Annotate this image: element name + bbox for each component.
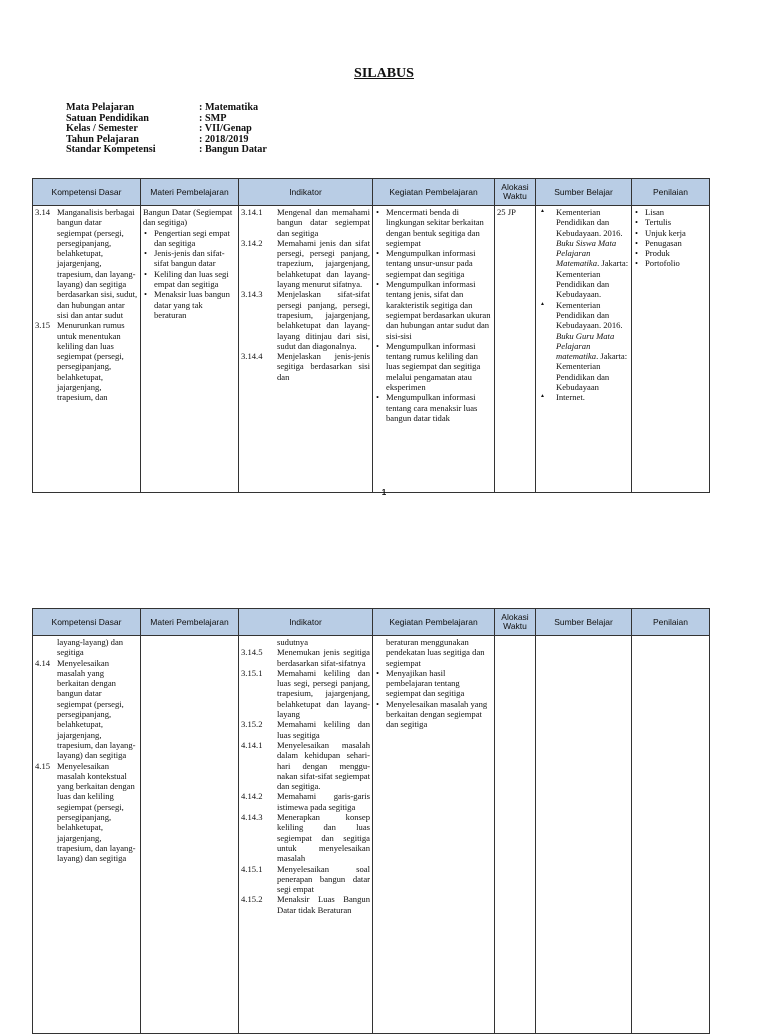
header-alokasi: Alokasi Waktu bbox=[495, 609, 536, 636]
meta-row bbox=[66, 145, 267, 156]
header-indikator: Indikator bbox=[239, 609, 373, 636]
list-item: • Mengumpulkan informasi tentang cara menaksir luas bangun datar tidak bbox=[375, 392, 492, 423]
list-item: • Mengumpulkan informasi tentang jenis, sifat dan karakteristik segitiga dan segiempat berdasarkan ukuran dan hubungan antar sudut dan sisi-sisi bbox=[375, 279, 492, 341]
kd-continuation: layang-layang) dan segitiga bbox=[57, 637, 124, 658]
header-penilaian: Penilaian bbox=[632, 179, 710, 206]
meta-value: : SMP bbox=[199, 112, 227, 124]
meta-value: : VII/Genap bbox=[199, 123, 252, 134]
meta-value: : 2018/2019 bbox=[199, 133, 249, 145]
indikator-item: 3.14.5 Menemukan jenis segitiga berdasarkan sifat-sifatnya bbox=[241, 647, 370, 668]
indikator-item: 3.14.4 Menjelaskan jenis-jenis segitiga berdasarkan sisi dan bbox=[241, 351, 370, 382]
sumber-cell bbox=[536, 636, 632, 1034]
indikator-item: 4.15.2 Menaksir Luas Bangun Datar tidak Beraturan bbox=[241, 894, 370, 915]
kegiatan-cell bbox=[373, 206, 495, 493]
kegiatan-cell bbox=[373, 636, 495, 1034]
kd-item: 4.14 Menyelesaikan masalah yang berkaitan dengan bangun datar segiempat (persegi, persegipanjang, belahketupat, jajargenjang, trapesium, dan layang-layang) dan segitiga bbox=[35, 657, 136, 761]
penilaian-cell bbox=[632, 636, 710, 1034]
list-item: • Unjuk kerja bbox=[634, 228, 707, 238]
list-item: • Portofolio bbox=[634, 258, 707, 268]
indikator-item: 3.14.1 Mengenal dan memahami bangun datar segiempat dan segitiga bbox=[241, 207, 370, 238]
list-item: ▲ Kementerian Pendidikan dan Kebudayaan. 2016. Buku Guru Mata Pelajaran matematika. Jakarta: Kementerian Pendidikan dan Kebudayaan bbox=[538, 300, 629, 393]
list-item: • Keliling dan luas segi empat dan segitiga bbox=[143, 269, 236, 290]
table-header-row bbox=[33, 179, 710, 206]
header-indikator: Indikator bbox=[239, 179, 373, 206]
meta-label: Standar Kompetensi bbox=[66, 144, 156, 155]
meta-label: Tahun Pelajaran bbox=[66, 133, 139, 145]
kegiatan-continuation: beraturan menggunakan pendekatan luas segitiga dan segiempat bbox=[386, 637, 485, 668]
header-kegiatan: Kegiatan Pembelajaran bbox=[373, 609, 495, 636]
header-sumber: Sumber Belajar bbox=[536, 179, 632, 206]
document-title: SILABUS bbox=[354, 66, 414, 81]
indikator-continuation: sudutnya bbox=[277, 637, 309, 647]
header-kegiatan: Kegiatan Pembelajaran bbox=[373, 179, 495, 206]
kd-cell bbox=[33, 206, 141, 493]
list-item: • Menyelesaikan masalah yang berkaitan dengan segiempat dan segitiga bbox=[375, 699, 492, 730]
alokasi-cell: 25 JP bbox=[495, 206, 536, 493]
alokasi-cell bbox=[495, 636, 536, 1034]
meta-value: : Matematika bbox=[199, 102, 259, 113]
list-item: • Lisan bbox=[634, 207, 707, 217]
indikator-cell bbox=[239, 636, 373, 1034]
table-header-row bbox=[33, 609, 710, 636]
meta-label: Satuan Pendidikan bbox=[66, 112, 149, 124]
materi-cell bbox=[141, 636, 239, 1034]
materi-cell bbox=[141, 206, 239, 493]
table-row bbox=[33, 206, 710, 493]
indikator-item: 4.14.1 Menyelesaikan masalah dalam kehidupan sehari-hari dengan menggu-nakan sifat-sifat segiempat dan segitiga. bbox=[241, 739, 370, 792]
meta-info bbox=[66, 103, 267, 156]
list-item: • Produk bbox=[634, 248, 707, 258]
table-row bbox=[33, 636, 710, 1034]
list-item: • Menyajikan hasil pembelajaran tentang segiempat dan segitiga bbox=[375, 668, 492, 699]
header-kompetensi-dasar: Kompetensi Dasar bbox=[33, 179, 141, 206]
meta-label: Mata Pelajaran bbox=[66, 102, 135, 113]
list-item: • Menaksir luas bangun datar yang tak beraturan bbox=[143, 289, 236, 320]
list-item: • Penugasan bbox=[634, 238, 707, 248]
page-number: 1 bbox=[381, 488, 387, 497]
materi-title: Bangun Datar (Segiempat dan segitiga) bbox=[143, 207, 233, 228]
list-item: ▲ Internet. bbox=[538, 392, 629, 402]
kd-item: 3.15 Menurunkan rumus untuk menentukan keliling dan luas segiempat (persegi, persegipanjang, belahketupat, jajargenjang, trapesium, dan bbox=[35, 320, 125, 403]
indikator-item: 3.14.3 Menjelaskan sifat-sifat persegi panjang, persegi, trapesium, jajargenjang, belahketupat dan layang-layang ditinjau dari sisi, sudut dan diagonalnya. bbox=[241, 289, 370, 351]
kd-item: 4.15 Menyelesaikan masalah kontekstual yang berkaitan dengan luas dan keliling segiempat (persegi, persegipanjang, belahketupat, jajargenjang, trapesium, dan layang-layang) dan segitiga bbox=[35, 760, 136, 864]
list-item: • Mencermati benda di lingkungan sekitar berkaitan dengan bentuk segitiga dan segiempat bbox=[375, 207, 492, 248]
list-item: • Mengumpulkan informasi tentang unsur-unsur pada segiempat dan segitiga bbox=[375, 248, 492, 279]
header-materi: Materi Pembelajaran bbox=[141, 179, 239, 206]
kd-cell bbox=[33, 636, 141, 1034]
list-item: • Jenis-jenis dan sifat-sifat bangun datar bbox=[143, 248, 236, 269]
indikator-item: 3.14.2 Memahami jenis dan sifat persegi, persegi panjang, trapezium, jajargenjang, belahketupat dan layang-layang menurut sifatnya. bbox=[241, 237, 370, 290]
syllabus-table-page-2 bbox=[32, 608, 710, 1034]
indikator-item: 4.15.1 Menyelesaikan soal penerapan bangun datar segi empat bbox=[241, 863, 370, 895]
meta-row bbox=[66, 124, 267, 135]
meta-label: Kelas / Semester bbox=[66, 123, 138, 134]
header-kompetensi-dasar: Kompetensi Dasar bbox=[33, 609, 141, 636]
kd-item: 3.14 Manganalisis berbagai bangun datar segiempat (persegi, persegipanjang, belahketupat, jajargenjang, trapesium, dan layang-layang) dan segitiga berdasarkan sisi, sudut, dan hubungan antar sisi dan antar sudut bbox=[35, 207, 138, 320]
penilaian-cell bbox=[632, 206, 710, 493]
header-alokasi: Alokasi Waktu bbox=[495, 179, 536, 206]
header-materi: Materi Pembelajaran bbox=[141, 609, 239, 636]
list-item: • Mengumpulkan informasi tentang rumus keliling dan luas segiempat dan segitiga melalui pengamatan atau eksperimen bbox=[375, 341, 492, 392]
meta-value: : Bangun Datar bbox=[199, 144, 267, 155]
list-item: • Tertulis bbox=[634, 217, 707, 227]
list-item: ▲ Kementerian Pendidikan dan Kebudayaan. 2016. Buku Siswa Mata Pelajaran Matematika. Jakarta: Kementerian Pendidikan dan Kebudayaan. bbox=[538, 207, 629, 300]
header-penilaian: Penilaian bbox=[632, 609, 710, 636]
meta-row bbox=[66, 103, 267, 114]
indikator-item: 4.14.2 Memahami garis-garis istimewa pada segitiga bbox=[241, 791, 370, 812]
list-item: • Pengertian segi empat dan segitiga bbox=[143, 228, 236, 249]
sumber-cell bbox=[536, 206, 632, 493]
indikator-item: 4.14.3 Menerapkan konsep keliling dan luas segiempat dan segitiga untuk menyelesaikan masalah bbox=[241, 812, 370, 864]
indikator-cell bbox=[239, 206, 373, 493]
indikator-item: 3.15.1 Memahami keliling dan luas segi, persegi panjang, trapesium, jajargenjang, belahketupat dan layang-layang bbox=[241, 667, 370, 720]
syllabus-table-page-1 bbox=[32, 178, 710, 493]
indikator-item: 3.15.2 Memahami keliling dan luas segitiga bbox=[241, 719, 370, 740]
header-sumber: Sumber Belajar bbox=[536, 609, 632, 636]
